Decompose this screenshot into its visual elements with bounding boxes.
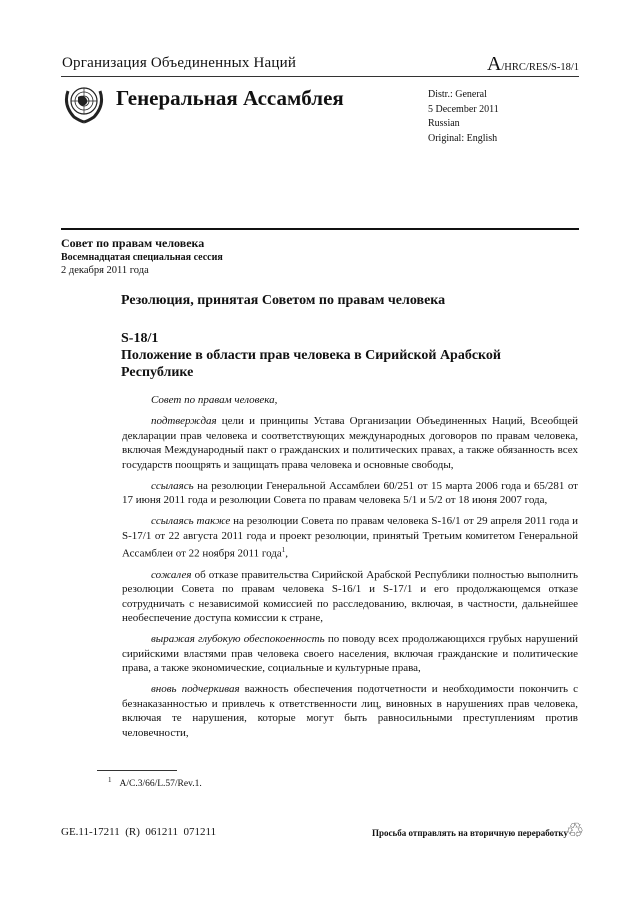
paragraph-text: на резолюции Совета по правам человека S-16/1 от 29 апреля 2011 года и S-17/1 от 22 августа 2011 года и проект резолюции, принятый Третьим комитетом Генеральной Ассамблеи от 22 ноября 2011 года xyxy=(122,515,578,560)
session-date: 2 декабря 2011 года xyxy=(61,265,149,276)
footnote-rule xyxy=(97,770,177,771)
paragraph-lead: вновь подчеркивая xyxy=(151,683,240,696)
paragraph-text: цели и принципы Устава Организации Объединенных Наций, Всеобщей декларации прав человека и соответствующих международных договоров по правам человека, включая Международный пакт о гражданских и политических правах, а также обязанность всех государств поощрять и защищать права человека и основные свободы, xyxy=(122,415,578,471)
section-rule xyxy=(61,228,579,230)
paragraph xyxy=(122,568,578,626)
paragraph-lead: Совет по правам человека, xyxy=(151,394,278,406)
paragraph-tail: , xyxy=(285,547,289,560)
council-name: Совет по правам человека xyxy=(61,236,205,250)
footnote-number: 1 xyxy=(108,776,112,784)
document-symbol xyxy=(487,53,579,76)
recycle-note: Просьба отправлять на вторичную переработку xyxy=(372,828,568,838)
paragraph xyxy=(122,682,578,740)
resolution-heading: Резолюция, принятая Советом по правам человека xyxy=(121,293,446,308)
symbol-rest: /HRC/RES/S-18/1 xyxy=(501,62,579,73)
footnote xyxy=(108,776,202,789)
session-name: Восемнадцатая специальная сессия xyxy=(61,252,223,263)
paragraph-text: по поводу всех продолжающихся грубых нарушений сирийскими властями прав человека своего населения, включая гражданские и политические права, а также экономические, социальные и культурные права, xyxy=(122,633,579,675)
paragraph-lead: ссылаясь xyxy=(151,479,194,492)
paragraph xyxy=(122,414,578,472)
resolution-body xyxy=(122,393,578,747)
distribution-line: Russian xyxy=(428,118,460,129)
paragraph-lead: ссылаясь также xyxy=(151,515,231,527)
paragraph-text: важность обеспечения подотчетности и необходимости покончить с безнаказанностью и привлечь к ответственности лиц, виновных в нарушениях прав человека, включая те нарушения, которые могут быть равносильными преступлениям против человечности, xyxy=(122,683,578,739)
paragraph-text: об отказе правительства Сирийской Арабской Республики полностью выполнить резолюции Совета по правам человека S-16/1 и S-17/1 и его продолжающемся отказе сотрудничать с независимой комиссией по расследованию, включая, в частности, дальнейшее необеспечение доступа комиссии к стране, xyxy=(122,568,578,625)
paragraph-text: на резолюции Генеральной Ассамблеи 60/251 от 15 марта 2006 года и 65/281 от 17 июня 2011 года и резолюции Совета по правам человека 5/1 и 5/2 от 18 июня 2007 года, xyxy=(122,479,578,506)
un-emblem-icon xyxy=(62,81,106,125)
resolution-number: S-18/1 xyxy=(121,331,159,346)
recycle-icon: ♲ xyxy=(566,820,584,842)
distribution-line: Distr.: General xyxy=(428,89,487,100)
paragraph xyxy=(122,632,578,676)
symbol-prefix: A xyxy=(486,53,502,75)
resolution-title: Положение в области прав человека в Сирийской Арабской Республике xyxy=(121,348,501,380)
resolution-number-title xyxy=(121,330,521,381)
document-code: GE.11-17211 (R) 061211 071211 xyxy=(61,826,217,838)
paragraph xyxy=(122,514,578,561)
paragraph-lead: сожалея xyxy=(151,568,192,581)
footnote-ref[interactable]: 1 xyxy=(281,546,286,554)
paragraph xyxy=(122,393,578,408)
distribution-line: 5 December 2011 xyxy=(428,103,499,115)
organization-name: Организация Объединенных Наций xyxy=(62,55,297,71)
body-title: Генеральная Ассамблея xyxy=(116,86,344,110)
header-rule xyxy=(61,76,579,77)
paragraph-lead: подтверждая xyxy=(151,415,217,427)
distribution-line: Original: English xyxy=(428,132,498,144)
footnote-text: A/C.3/66/L.57/Rev.1. xyxy=(119,779,202,790)
paragraph xyxy=(122,479,578,508)
distribution-block xyxy=(428,88,499,146)
paragraph-lead: выражая глубокую обеспокоенность xyxy=(151,633,325,646)
